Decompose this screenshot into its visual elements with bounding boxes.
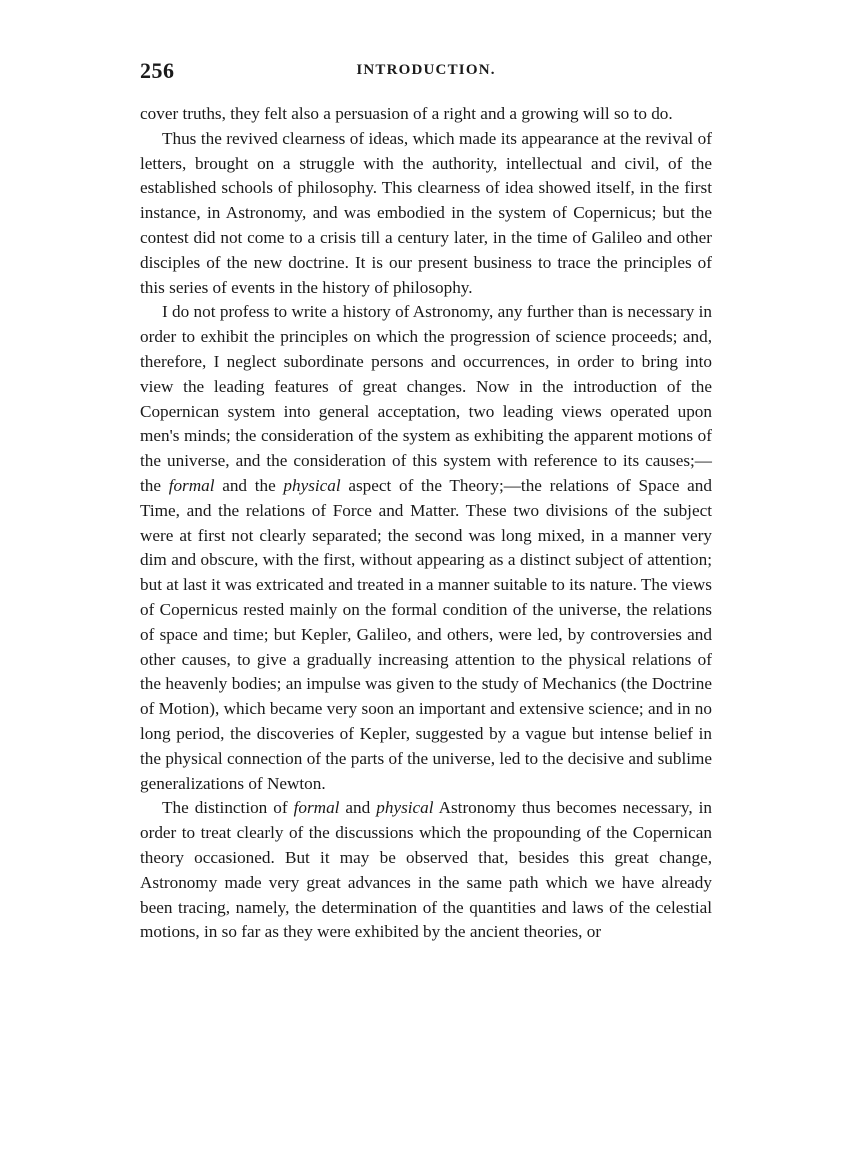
- running-title: INTRODUCTION.: [356, 62, 496, 78]
- paragraph: [140, 127, 712, 301]
- body-text: [140, 102, 712, 945]
- paragraph-text: cover truths, they felt also a persuasion of a right and a growing will so to do.: [140, 104, 673, 123]
- running-header: [140, 58, 712, 88]
- italic-term-physical: physical: [376, 798, 434, 818]
- paragraph-text: aspect of the Theory;—the relations of Space and Time, and the relations of Force and Matter. These two divisions of the subject were at first not clearly separated; the second was long mixed, in a manner very dim and obscure, with the first, without appearing as a distinct subject of attention; but at last it was extricated and treated in a manner suitable to its nature. The views of Copernicus rested mainly on the formal condition of the universe, the relations of space and time; but Kepler, Galileo, and others, were led, by controversies and other causes, to give a gradually increasing attention to the physical relations of the heavenly bodies; an impulse was given to the study of Mechanics (the Doctrine of Motion), which became very soon an important and extensive science; and in no long period, the discoveries of Kepler, suggested by a vague but intense belief in the physical connection of the parts of the universe, led to the decisive and sublime generalizations of Newton.: [140, 475, 712, 793]
- italic-term-formal: formal: [168, 475, 215, 495]
- book-page: [140, 58, 712, 945]
- paragraph-text: and: [339, 798, 377, 818]
- paragraph-continuation: [140, 102, 712, 127]
- italic-term-formal: formal: [293, 798, 340, 818]
- paragraph-text: I do not profess to write a history of Astronomy, any further than is necessary in order to exhibit the principles on which the progression of science proceeds; and, therefore, I neglect subordinate persons and occurrences, in order to bring into view the leading features of great changes. Now in the introduction of the Copernican system into general acceptation, two leading views operated upon men's minds; the consideration of the system as exhibiting the apparent motions of the universe, and the consideration of this system with reference to its causes;—the: [140, 302, 712, 495]
- italic-term-physical: physical: [283, 475, 341, 495]
- paragraph-text: Astronomy thus becomes necessary, in order to treat clearly of the discussions which the propounding of the Copernican theory occasioned. But it may be observed that, besides this great change, Astronomy made very great advances in the same path which we have already been tracing, namely, the determination of the quantities and laws of the celestial motions, in so far as they were exhibited by the ancient theories, or: [140, 798, 713, 942]
- paragraph-text: Thus the revived clearness of ideas, which made its appearance at the revival of letters, brought on a struggle with the authority, intellectual and civil, of the established schools of philosophy. This clearness of idea showed itself, in the first instance, in Astronomy, and was embodied in the system of Copernicus; but the contest did not come to a crisis till a century later, in the time of Galileo and other disciples of the new doctrine. It is our present business to trace the principles of this series of events in the history of philosophy.: [140, 128, 712, 297]
- paragraph: [140, 300, 712, 796]
- page-number: 256: [140, 58, 175, 83]
- paragraph: [140, 796, 712, 945]
- paragraph-text: The distinction of: [162, 798, 294, 818]
- paragraph-text: and the: [214, 475, 284, 495]
